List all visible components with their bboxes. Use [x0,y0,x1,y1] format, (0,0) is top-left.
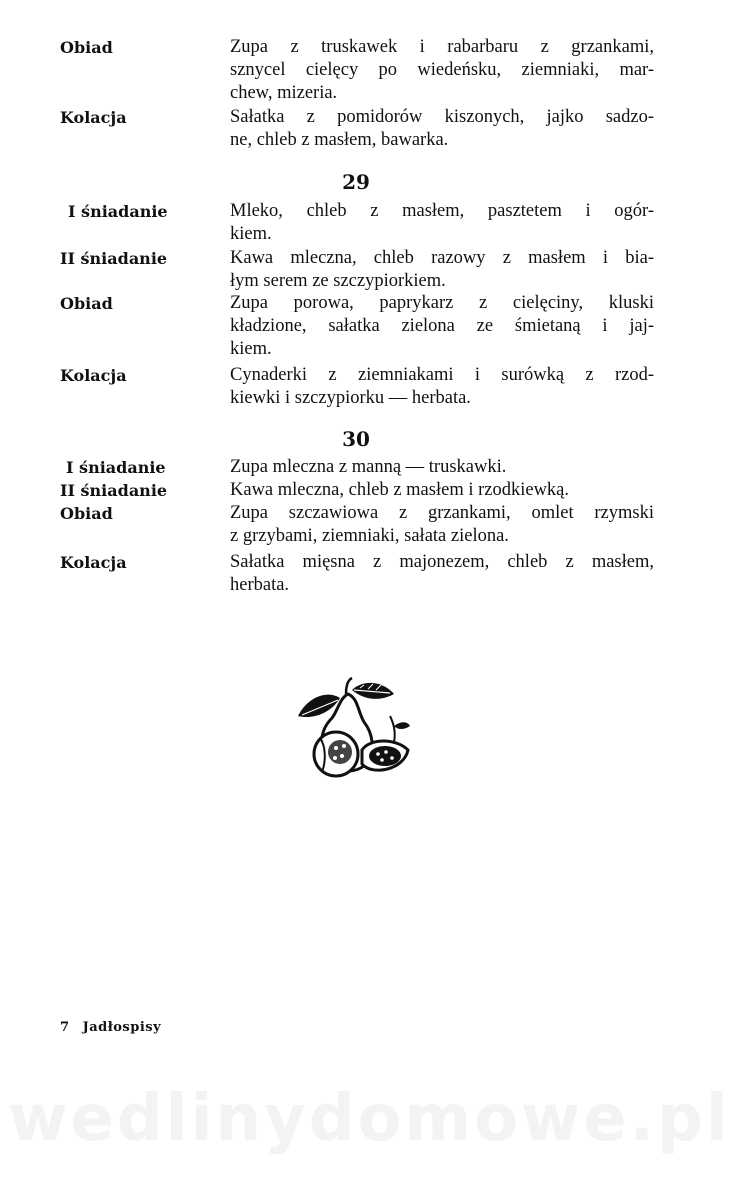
day-number-30: 30 [342,427,370,451]
meal-description [230,200,654,246]
meal-description [230,292,654,361]
meal-description [230,106,654,152]
meal-label: Kolacja [60,553,127,572]
text-line: z grzybami, ziemniaki, sałata zielona. [230,526,509,546]
meal-label: I śniadanie [68,202,168,221]
footer-title: Jadłospisy [82,1020,162,1035]
meal-label: Kolacja [60,366,127,385]
text-line: Zupa z truskawek i rabarbaru z grzankami, [230,37,654,57]
text-line: Sałatka mięsna z majonezem, chleb z masłem, [230,552,654,572]
text-line: Mleko, chleb z masłem, pasztetem i ogór- [230,201,654,221]
meal-description [230,247,654,293]
text-line: Zupa szczawiowa z grzankami, omlet rzymski [230,503,654,523]
text-line: Sałatka z pomidorów kiszonych, jajko sadzo- [230,107,654,127]
fruit-illustration [290,676,418,788]
text-line: ne, chleb z masłem, bawarka. [230,130,449,150]
meal-description [230,502,654,548]
text-line: Cynaderki z ziemniakami i surówką z rzod- [230,365,654,385]
meal-label: Kolacja [60,108,127,127]
meal-label: II śniadanie [60,249,168,268]
meal-label: Obiad [60,38,113,57]
text-line: Zupa mleczna z manną — truskawki. [230,457,507,477]
text-line: Kawa mleczna, chleb z masłem i rzodkiewką. [230,480,570,500]
meal-label: I śniadanie [66,458,166,477]
day-number-29: 29 [342,170,370,194]
text-line: Zupa porowa, paprykarz z cielęciny, kluski [230,293,654,313]
page-footer [60,1020,161,1035]
text-line: kładzione, sałatka zielona ze śmietaną i jaj- [230,316,654,336]
text-line: herbata. [230,575,290,595]
text-line: chew, mizeria. [230,83,338,103]
meal-label: Obiad [60,294,113,313]
fruit-half-icon [362,741,408,770]
pomegranate-icon [314,732,358,776]
text-line: kiem. [230,224,272,244]
meal-label: Obiad [60,504,113,523]
sprig-icon [390,716,410,742]
leaf-icon [352,683,394,699]
meal-description [230,36,654,105]
text-line: łym serem ze szczypiorkiem. [230,271,446,291]
meal-description [230,456,654,479]
meal-description [230,364,654,410]
meal-description [230,551,654,597]
text-line: sznycel cielęcy po wiedeńsku, ziemniaki, mar- [230,60,654,80]
watermark: wedlinydomowe.pl [8,1082,731,1156]
text-line: Kawa mleczna, chleb razowy z masłem i bia- [230,248,654,268]
meal-description [230,479,654,502]
text-line: kiem. [230,339,272,359]
meal-label: II śniadanie [60,481,168,500]
text-line: kiewki i szczypiorku — herbata. [230,388,471,408]
page-marker: 7 [60,1020,70,1035]
